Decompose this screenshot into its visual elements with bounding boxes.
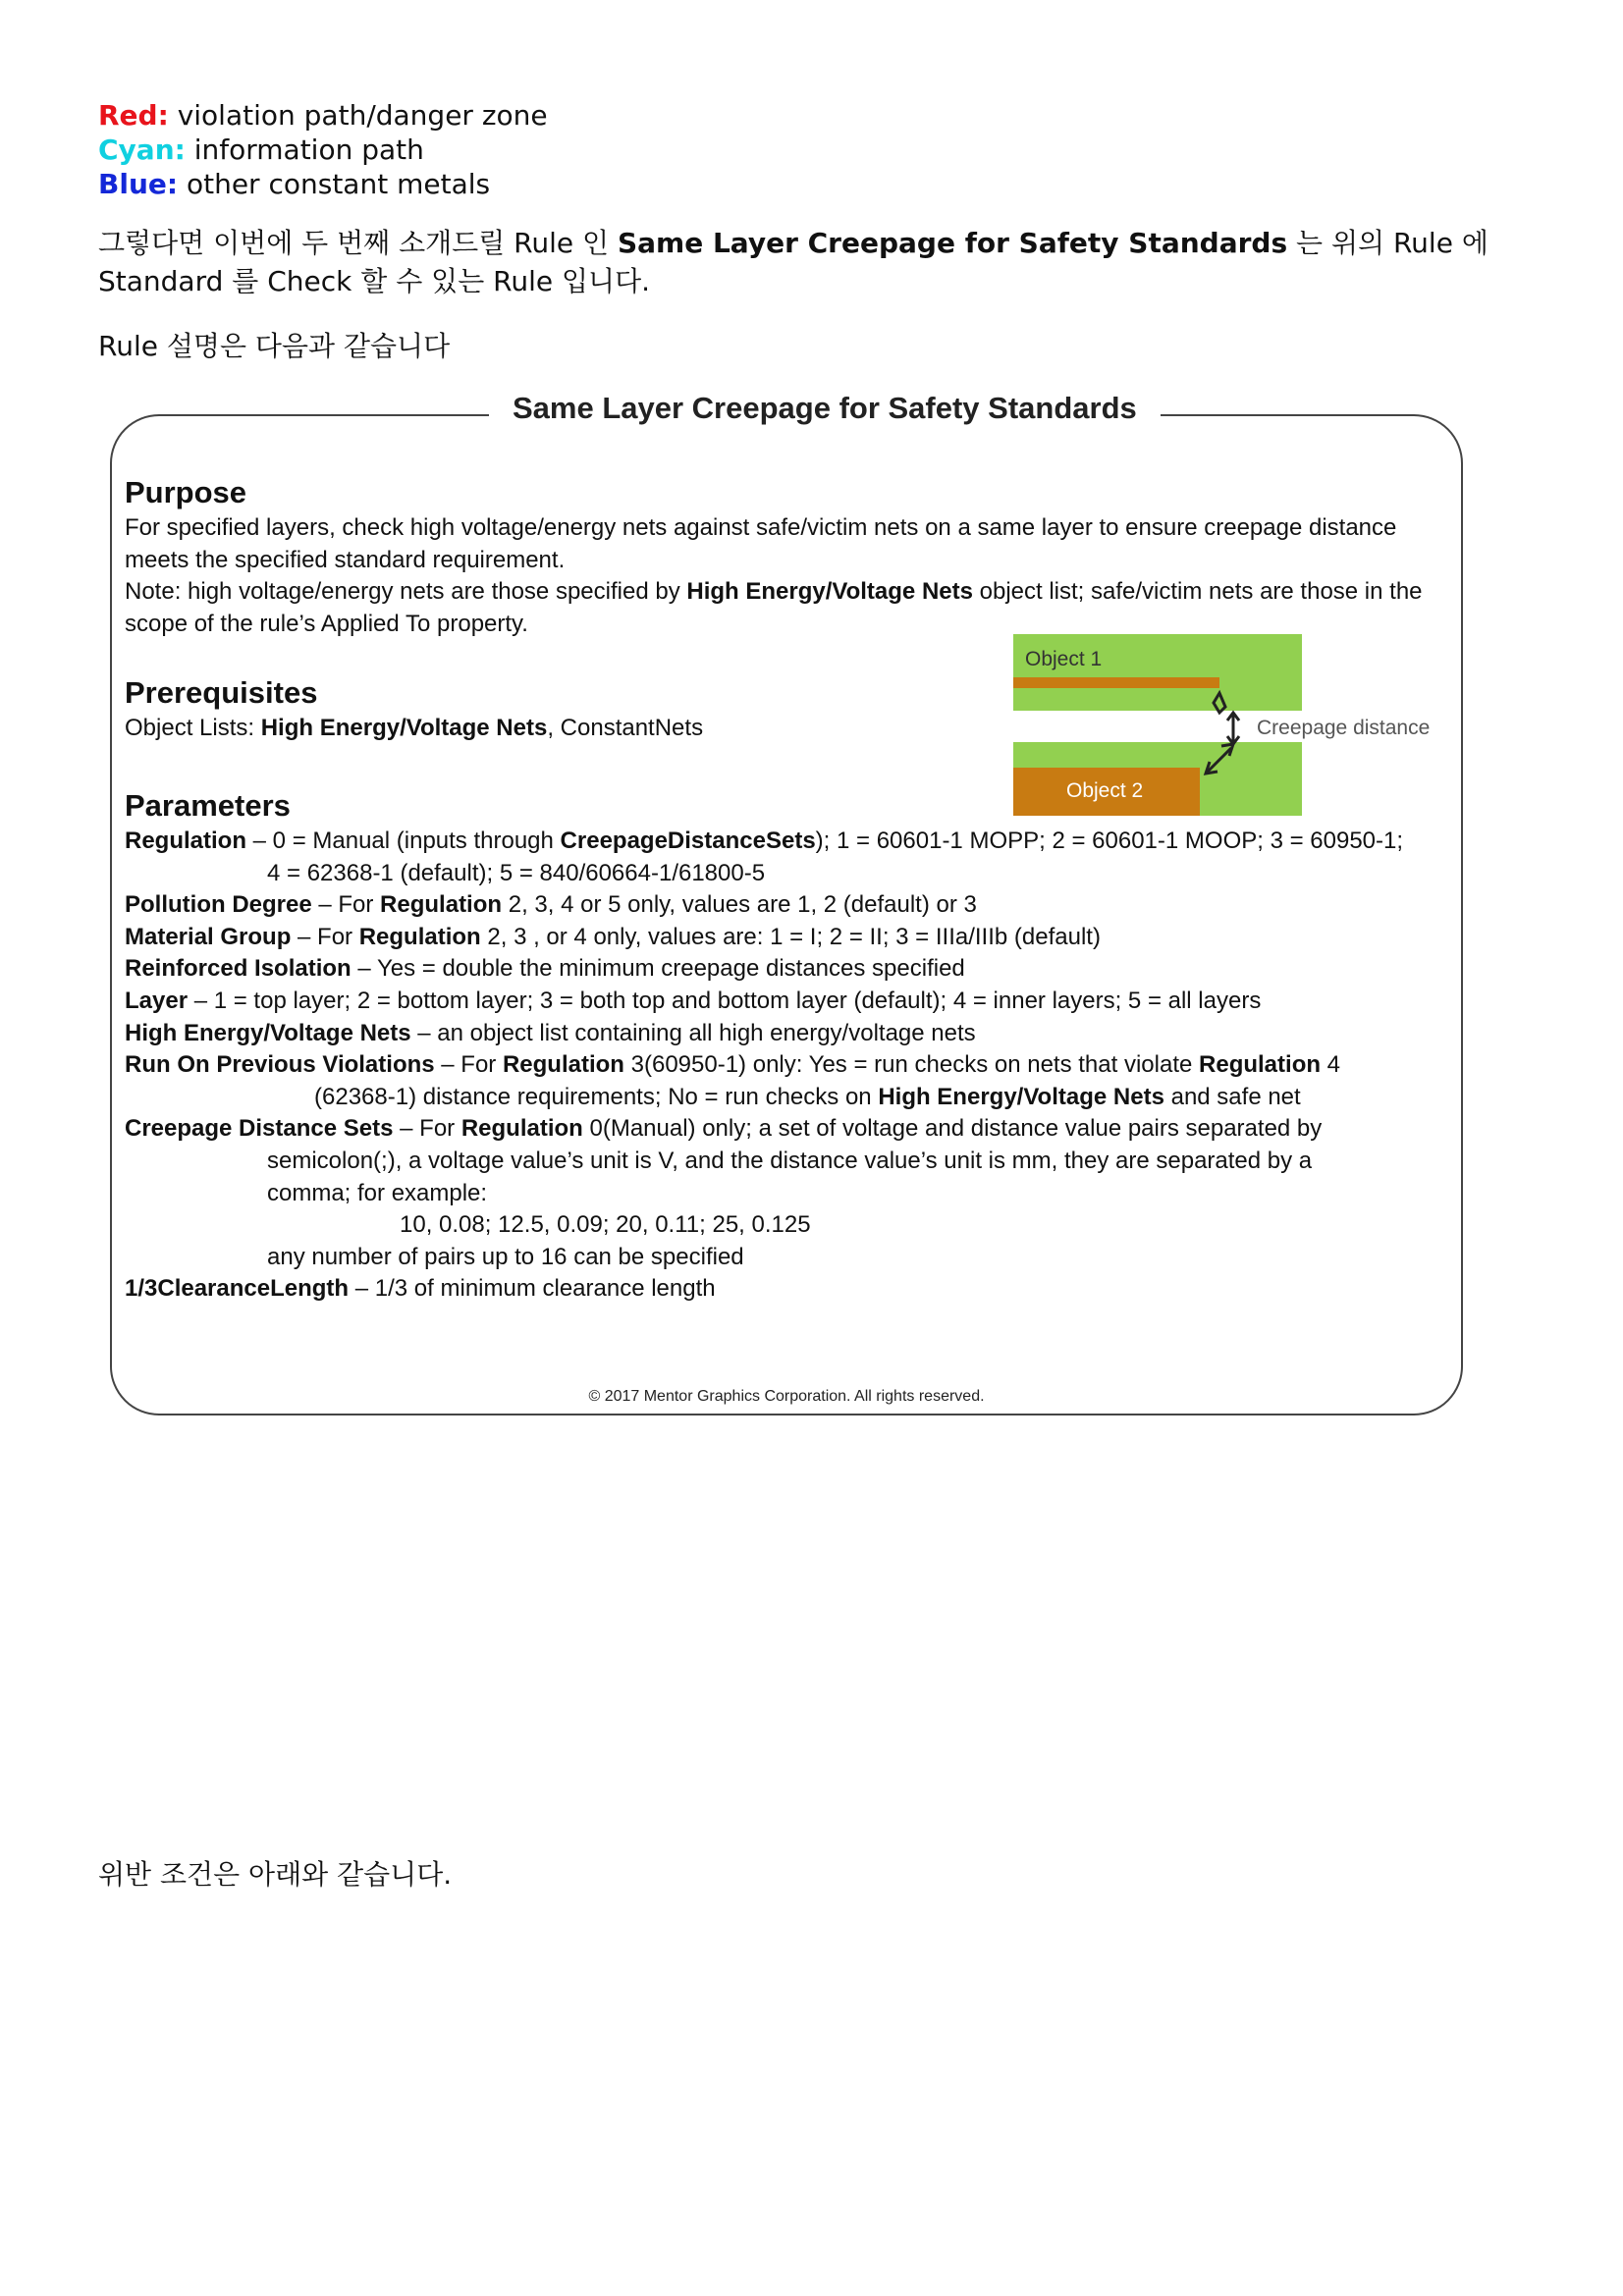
param-text: – an object list containing all high energy/voltage nets (410, 1019, 976, 1046)
purpose-heading: Purpose (125, 475, 247, 509)
param-bold: Regulation (380, 891, 503, 919)
param-text: ); 1 = 60601-1 MOPP; 2 = 60601-1 MOOP; 3 = 60950-1; (815, 827, 1404, 854)
copyright-notice: © 2017 Mentor Graphics Corporation. All rights reserved. (588, 1388, 985, 1405)
rule-slide (110, 391, 1463, 1415)
param-run-cont (125, 1082, 1450, 1114)
param-text: – 0 = Manual (inputs through (246, 827, 561, 854)
creepage-arrows-icon (1190, 683, 1259, 781)
param-name: Pollution Degree (125, 891, 312, 919)
param-creepage-sets (125, 1113, 1450, 1146)
param-run-on-previous (125, 1049, 1450, 1082)
legend-cyan-key: Cyan: (98, 133, 186, 166)
parameters-heading: Parameters (125, 787, 291, 823)
param-text: (62368-1) distance requirements; No = run checks on (314, 1083, 879, 1110)
legend-blue-key: Blue: (98, 168, 179, 200)
object1-trace (1013, 677, 1219, 688)
intro-pre: 그렇다면 이번에 두 번째 소개드릴 Rule 인 (98, 227, 618, 259)
intro-paragraph (98, 224, 1532, 300)
intro-post: 는 위의 Rule 에 Standard 를 Check 할 수 있는 Rule 입니다. (98, 227, 1488, 297)
legend-red-text: violation path/danger zone (177, 99, 548, 132)
legend-red-key: Red: (98, 99, 169, 132)
note-bold: High Energy/Voltage Nets (686, 578, 973, 606)
legend-cyan (98, 133, 548, 167)
param-bold: Regulation (460, 1115, 583, 1143)
violation-condition-label: 위반 조건은 아래와 같습니다. (98, 1858, 453, 1891)
param-creepage-cont2: comma; for example: (267, 1179, 488, 1206)
param-text: – For (393, 1115, 461, 1143)
param-name: Run On Previous Violations (125, 1051, 435, 1079)
param-name: 1/3ClearanceLength (125, 1275, 350, 1303)
param-material (125, 922, 1450, 954)
param-text: – For (291, 923, 359, 950)
param-text: 0(Manual) only; a set of voltage and distance value pairs separated by (582, 1115, 1323, 1143)
param-text: 2, 3 , or 4 only, values are: 1 = I; 2 = II; 3 = IIIa/IIIb (default) (480, 923, 1101, 950)
param-bold: Regulation (358, 923, 481, 950)
param-text: – For (311, 891, 381, 919)
legend-cyan-text: information path (193, 133, 424, 166)
param-hev-nets (125, 1018, 1450, 1050)
note-pre: Note: high voltage/energy nets are those specified by (125, 578, 687, 606)
param-creepage-cont1: semicolon(;), a voltage value’s unit is V, and the distance value’s unit is mm, they are separated by a (267, 1147, 1313, 1174)
purpose-text: For specified layers, check high voltage/energy nets against safe/victim nets on a same layer to ensure creepage distance meets the specified standard requirement. (125, 514, 1397, 573)
param-third-clearance (125, 1273, 1450, 1306)
intro-rule-name: Same Layer Creepage for Safety Standards (617, 227, 1288, 259)
creepage-distance-label: Creepage distance (1257, 717, 1431, 739)
prereq-pre: Object Lists: (125, 715, 261, 742)
param-regulation-cont: 4 = 62368-1 (default); 5 = 840/60664-1/61800-5 (267, 859, 766, 886)
param-bold: Regulation (502, 1051, 624, 1079)
param-regulation (125, 826, 1450, 858)
prerequisites-heading: Prerequisites (125, 675, 318, 711)
param-bold: High Energy/Voltage Nets (878, 1083, 1164, 1110)
param-bold: Regulation (1199, 1051, 1322, 1079)
prereq-post: , ConstantNets (547, 715, 704, 742)
param-text: – 1 = top layer; 2 = bottom layer; 3 = both top and bottom layer (default); 4 = inner layers; 5 = all layers (188, 987, 1262, 1014)
legend-blue-text: other constant metals (186, 168, 491, 200)
param-name: High Energy/Voltage Nets (125, 1019, 411, 1046)
object1-label: Object 1 (1025, 648, 1103, 670)
param-text: – For (434, 1051, 503, 1079)
param-creepage-example: 10, 0.08; 12.5, 0.09; 20, 0.11; 25, 0.125 (400, 1211, 811, 1239)
prereq-bold: High Energy/Voltage Nets (260, 715, 548, 742)
param-pollution (125, 889, 1450, 922)
param-name: Creepage Distance Sets (125, 1115, 394, 1143)
param-text: and safe net (1163, 1083, 1301, 1110)
param-name: Regulation (125, 827, 246, 854)
param-name: Material Group (125, 923, 292, 950)
param-text: – 1/3 of minimum clearance length (349, 1275, 716, 1303)
param-name: Reinforced Isolation (125, 955, 352, 983)
param-layer (125, 986, 1450, 1018)
slide-title: Same Layer Creepage for Safety Standards (489, 391, 1161, 426)
param-bold: CreepageDistanceSets (560, 827, 816, 854)
param-name: Layer (125, 987, 189, 1014)
rule-description-label: Rule 설명은 다음과 같습니다 (98, 330, 451, 362)
legend-red (98, 98, 548, 133)
param-text: 2, 3, 4 or 5 only, values are 1, 2 (default) or 3 (502, 891, 977, 919)
purpose-note (125, 576, 1450, 640)
param-text: – Yes = double the minimum creepage distances specified (351, 955, 965, 983)
param-text: 3(60950-1) only: Yes = run checks on nets that violate (623, 1051, 1200, 1079)
legend-blue (98, 167, 548, 201)
note-post: object list; safe/victim nets are those in the scope of the rule’s Applied To property. (125, 578, 1423, 637)
creepage-diagram (1013, 634, 1445, 816)
param-reinforced (125, 953, 1450, 986)
param-creepage-cont3: any number of pairs up to 16 can be specified (267, 1243, 744, 1270)
param-text: 4 (1321, 1051, 1341, 1079)
slide-content (125, 473, 1450, 1306)
object2-label: Object 2 (1066, 779, 1144, 802)
color-legend (98, 98, 548, 201)
